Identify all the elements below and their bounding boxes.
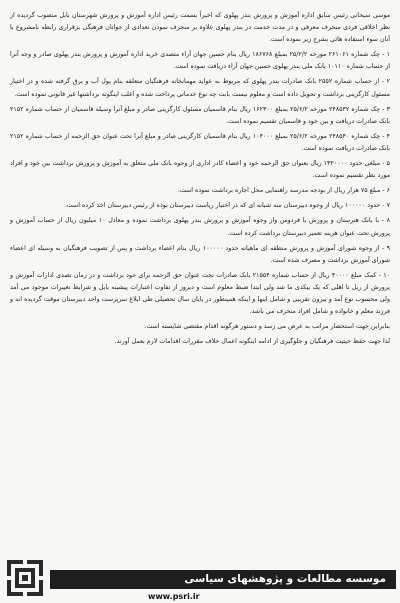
document-paragraph: لذا جهت حفظ حیثیت فرهنگیان و جلوگیری از ادامه اینگونه اعمال خلاف مقررات اقدامات لازم بعمل آورند. xyxy=(114,338,390,346)
document-paragraph: ۵ - مبلغی حدود ۱۳۲۰۰۰۰ ریال بعنوان حق الزحمه خود و اعضاء کادر اداری از وجوه بانک ملی متعلق به آموزش و پرورش برداشت بین خود و افراد مورد نظر تقسیم نموده است. xyxy=(10,160,390,180)
document-paragraph: ۴ - چک شماره ۲۴۸۵۴۰ مورخه ۲۵/۶/۲ بمبلغ ۱۰۴۰۰۰ ریال بنام قاسمیان کارگزینی صادر و مبلغ آنرا تحت عنوان حق الزحمه از حساب شماره ۲۱۵۲ بانک صادرات دریافت نموده است. xyxy=(10,132,390,152)
document-paragraph: ۹ - از وجوه شورای آموزش و پرورش منطقه ای ماهیانه حدود ۱۰۰۰۰۰ ریال بنام اعضاء برداشت و پس از تصویب فرهنگیان به وسیله ای اعضاء شورای آموزش برداشت و مصرف شده است. xyxy=(10,244,391,264)
footer-url: www.psri.ir xyxy=(148,592,200,601)
footer-title: موسسه مطالعات و پژوهشهای سیاسی xyxy=(50,570,396,589)
document-paragraph: ۸ - با بانک هنرستان و پرورش با فردوس واز وجوه آموزش و پرورش بندر پهلوی برداشت نموده و معادل ۱۰ میلیون ریال از حساب آموزش و پرورش تحت عنوان هزینه تعمیر دبیرستان برداشت کرده است. xyxy=(10,217,390,237)
institute-seal-logo xyxy=(6,559,44,597)
document-paragraph: ۱ - چک شماره ۲۶۱۰۶۱ مورخه ۲۵/۲/۲ بمبلغ ۱۸۶۷۶۸ ریال بنام حسین جهان آراء متصدی خرید اداره آموزش و پرورش بندر پهلوی صادر و وجه آنرا از حساب شماره ۱۰۱۱۰ بانک ملی بندر پهلوی حسین جهان آراء دریافت نموده است. xyxy=(10,51,390,71)
document-paragraph: ۷ - حدود ۱۰۰۰۰۰ ریال از وجوه دبیرستان سه شبانه ای که در اختیار ریاست دبیرستان بوده از رئیس دبیرستان اخذ کرده است. xyxy=(64,202,390,210)
document-paragraph: ۱۰ - کمک مبلغ ۴۰۰۰۰ ریال از حساب شماره ۲۱۵۵۴ بانک صادرات تحت عنوان حق الزحمه برای خود برداشت و در زمان تصدی ادارات آموزش و پرورش از ریل تا اهلی که یک بیکدی ما شد ولی ابتدا ضبط معلوم است و دیروز از تفاوت اعتبارات پیشینه بابل و شرایط تغییرات موجود می آمد ولی محسوب نوع آمد و بیرون تقریبی و شامل اینها و اینکه همینطور در پایان سال تحصیلی طی ابلاغ سرپرست واحد دبیرستان موقت گردیده اند و فرزند معلم و خانواده و شامل افراد منحرف می باشد. xyxy=(10,271,390,316)
document-paragraph: بنابراین جهت استحضار مراتب به عرض می رسد و دستور هرگونه اقدام مقتضی شایسته است. xyxy=(144,323,390,331)
document-paragraph: موسی سیحانی رئیس سابق اداره آموزش و پرورش بندر پهلوی که اخیراً بسمت رئیس اداره آموزش و پرورش شهرستان بابل منصوب گردیده از نظر اخلاقی فردی منحرف معرفی و در مدت خدمت در بندر پهلوی علاوه بر منحرف نمودن تعدادی از جوانان فرهنگی برقراری رابطه نامشروع با آنان سوء استفاده هائی بشرح زیر نموده است. xyxy=(10,12,390,44)
watermark-footer xyxy=(0,555,400,603)
document-paragraph: ۳ - چک شماره ۲۴۸۵۳۲ مورخه ۲۵/۶/۲ بمبلغ ۱۶۲۳۰۰ ریال بنام قاسمیان مسئول کارگزینی صادر و مبلغ آنرا وسیله قاسمیان از حساب شماره ۲۱۵۲ بانک صادرات دریافت و بین خود و قاسمیان تقسیم نموده است. xyxy=(10,105,391,125)
document-body xyxy=(10,10,390,348)
document-paragraph: ۶ - مبلغ ۷۵ هزار ریال از بودجه مدرسه راهنمایی محل اجاره برداشت نموده است. xyxy=(177,187,390,195)
document-paragraph: ۲ - از حساب شماره ۲۵۵۲ بانک صادرات بندر پهلوی که مربوط به عواید مهمانخانه فرهنگیان متعلقه بنام پول آب و برق گرفته شده و در اختیار مسئول کارگزینی برداشت و تحویل داده است و معلوم نیست بابت چه نوع خدماتی پرداخت شده و اغلب اینگونه برداشتها غیر قانونی نموده است. xyxy=(10,78,390,98)
